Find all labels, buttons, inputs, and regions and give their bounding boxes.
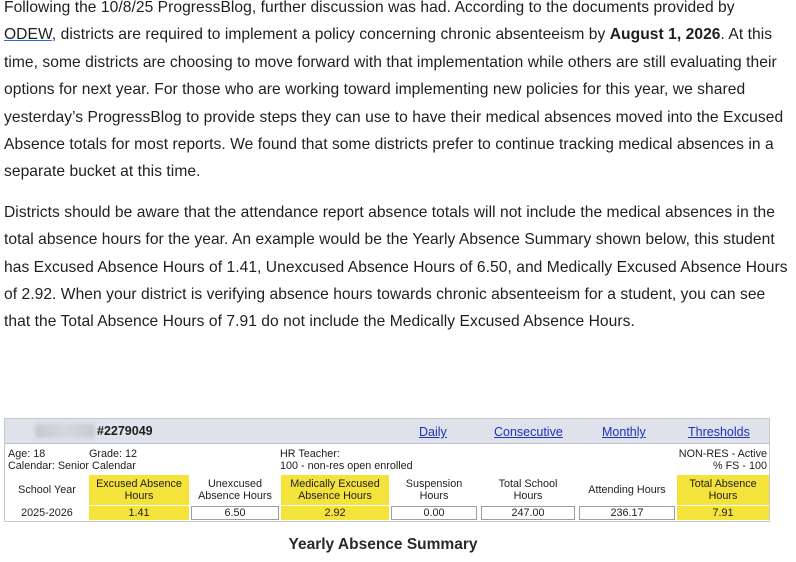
student-age: Age: 18	[8, 448, 46, 460]
val-total-absence: 7.91	[677, 506, 769, 520]
col-medical: Medically Excused Absence Hours	[281, 475, 389, 505]
monthly-link[interactable]: Monthly	[602, 425, 646, 439]
col-suspension: Suspension Hours	[405, 478, 463, 502]
enrollment-status: 100 - non-res open enrolled	[280, 460, 413, 472]
student-grade: Grade: 12	[89, 448, 138, 460]
paragraph-2: Districts should be aware that the attendance report absence totals will not include the medical absences in the total absence hours for the year. An example would be the Yearly Absence Summary shown below, this student has Excused Absence Hours of 1.41, Unexcused Absence Hours of 6.50, and Medically Excused Absence Hours of 2.92. When your district is verifying absence hours towards chronic absenteeism for a student, you can see that the Total Absence Hours of 7.91 do not include the Medically Excused Absence Hours.	[4, 203, 788, 331]
hr-teacher: HR Teacher:	[280, 448, 340, 460]
col-unexcused: Unexcused Absence Hours	[198, 478, 272, 502]
article-body	[4, 0, 790, 336]
yearly-absence-summary-screenshot	[4, 418, 770, 522]
thresholds-link[interactable]: Thresholds	[688, 425, 750, 439]
val-suspension: 0.00	[391, 506, 477, 520]
consecutive-link[interactable]: Consecutive	[494, 425, 563, 439]
col-school-year: School Year	[18, 484, 76, 496]
val-medical: 2.92	[281, 506, 389, 520]
col-total-school: Total School Hours	[498, 478, 558, 502]
student-calendar: Calendar: Senior Calendar	[8, 460, 136, 472]
val-unexcused: 6.50	[191, 506, 279, 520]
odew-link[interactable]: ODEW	[4, 26, 52, 44]
col-excused: Excused Absence Hours	[89, 475, 189, 505]
val-excused: 1.41	[89, 506, 189, 520]
val-total-school: 247.00	[481, 506, 575, 520]
val-attending: 236.17	[579, 506, 675, 520]
col-total-absence: Total Absence Hours	[677, 475, 769, 505]
student-id: #2279049	[97, 424, 153, 438]
summary-header-bar	[5, 419, 769, 444]
figure-caption: Yearly Absence Summary	[288, 536, 478, 553]
paragraph-1: Following the 10/8/25 ProgressBlog, further discussion was had. According to the documents provided by ODEW, districts are required to implement a policy concerning chronic absenteeism by August 1, 2026. At this time, some districts are choosing to move forward with that implementation while others are still evaluating their options for next year. For those who are working toward implementing new policies for this year, we shared yesterday’s ProgressBlog to provide steps they can use to have their medical absences moved into the Excused Absence totals for most reports. We found that some districts prefer to continue tracking medical absences in a separate bucket at this time.	[4, 0, 784, 181]
fs-percent: % FS - 100	[712, 460, 767, 472]
col-attending: Attending Hours	[588, 484, 666, 496]
deadline-date: August 1, 2026	[609, 26, 721, 44]
val-school-year: 2025-2026	[21, 507, 73, 519]
residency-status: NON-RES - Active	[678, 448, 767, 460]
daily-link[interactable]: Daily	[419, 425, 447, 439]
redacted-student-name	[35, 424, 95, 438]
